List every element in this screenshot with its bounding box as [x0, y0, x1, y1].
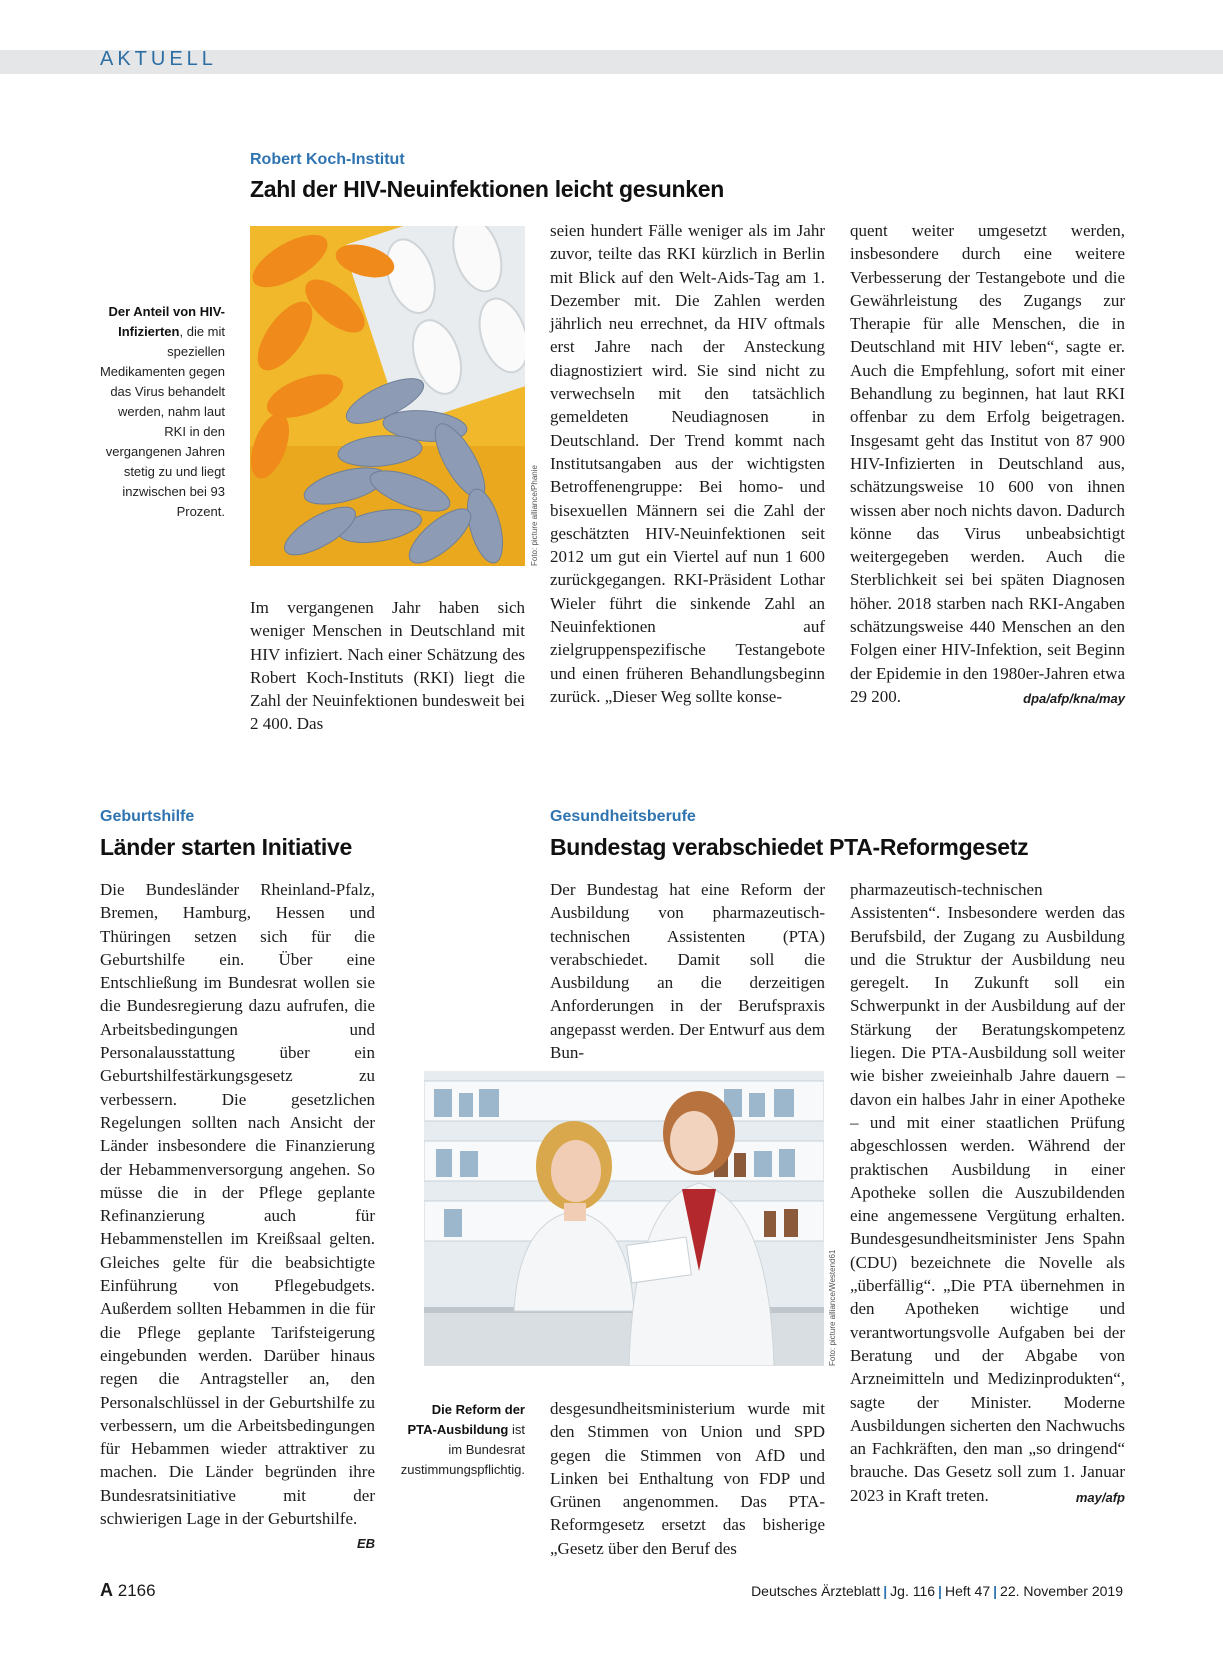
pharmacy-image: [424, 1071, 824, 1366]
article3-column-1-top: Der Bundestag hat eine Reform der Ausbildung von pharmazeutisch-technischen Assistenten (PTA) verabschiedet. Damit soll die Ausbildung an die derzeitigen Anforderungen in der Berufspraxis angepasst werden. Der Entwurf aus dem Bun-: [550, 880, 825, 1063]
article3-column-2: [850, 878, 1125, 1509]
journal-volume: Jg. 116: [890, 1583, 936, 1599]
article1-photo-credit: Foto: picture alliance/Phanie: [530, 465, 539, 566]
journal-date: 22. November 2019: [1000, 1583, 1123, 1599]
separator: |: [883, 1583, 888, 1599]
caption-bold: Die Reform der PTA-Ausbildung: [407, 1402, 525, 1437]
pills-image: [250, 226, 525, 566]
journal-name: Deutsches Ärzteblatt: [751, 1583, 881, 1599]
article3-headline: Bundestag verabschiedet PTA-Reformgesetz: [550, 834, 1029, 860]
article3-column-2-text: pharmazeutisch-technischen Assistenten“. Insbesondere werden das Berufsbild, der Zugang zu Ausbildung und die Struktur der Ausbildung neu geregelt. In Zukunft soll ein Schwerpunkt in der Ausbildung auf der Stärkung der Beratungskompetenz liegen. Die PTA-Ausbildung soll weiter wie bisher zweieinhalb Jahre dauern – davon ein halbes Jahr in einer Apotheke – und mit einer staatlichen Prüfung abgeschlossen werden. Während der praktischen Ausbildung in einer Apotheke sollen die Auszubildenden eine angemessene Vergütung erhalten. Bundesgesundheitsminister Jens Spahn (CDU) bezeichnete die Novelle als „überfällig“. „Die PTA übernehmen in den Apotheken wichtige und verantwortungsvolle Aufgaben bei der Beratung und der Abgabe von Arzneimitteln und Medizinprodukten“, sagte der Minister. Moderne Ausbildungen sicherten den Nachwuchs an Fachkräften, den man „so dringend“ brauche. Das Gesetz soll zum 1. Januar 2023 in Kraft treten.: [850, 880, 1125, 1505]
journal-issue: Heft 47: [944, 1583, 991, 1599]
caption-text: , die mit speziellen Medikamenten gegen das Virus behandelt werden, nahm laut RKI in den vergangenen Jahren stetig zu und liegt inzwischen bei 93 Prozent.: [99, 324, 225, 519]
article2-body-text: Die Bundesländer Rheinland-Pfalz, Bremen, Hamburg, Hessen und Thüringen setzen sich für die Geburtshilfe ein. Über eine Entschließung im Bundesrat wollen sie die Bundesregierung dazu aufrufen, die Arbeitsbedingungen und Personalausstattung über ein Geburtshilfestärkungsgesetz zu verbessern. Die gesetzlichen Regelungen sollten nach Ansicht der Länder insbesondere die Finanzierung der Hebammenversorgung angehen. So müsse die in der Pflege geplante Refinanzierung auch für Hebammenstellen im Kreißsaal gelten. Gleiches gelte für die beabsichtigte Einführung von Pflegebudgets. Außerdem sollten Hebammen in die für die Pflege geplante Tarifsteigerung eingebunden werden. Darüber hinaus regen die Antragsteller an, den Personalschlüssel in der Geburtshilfe zu verbessern, um die Arbeitsbedingungen für Hebammen wieder attraktiver zu machen. Die Länder begründen ihre Bundesratsinitiative mit der schwierigen Lage in der Geburtshilfe.: [100, 880, 375, 1529]
caption-text: ist im Bundesrat zustimmungspflichtig.: [400, 1422, 525, 1477]
pills-photo: [250, 226, 525, 566]
article3-column-1-bottom: desgesundheitsministerium wurde mit den Stimmen von Union und SPD gegen die Stimmen von AfD und Linken bei Enthaltung von FDP und Grünen angenommen. Das PTA-Reformgesetz ersetzt das bisherige „Gesetz über den Beruf des: [550, 1399, 825, 1558]
separator: |: [993, 1583, 998, 1599]
article1-column-3: [850, 219, 1125, 710]
article3-kicker: Gesundheitsberufe: [550, 808, 696, 825]
article1-headline: Zahl der HIV-Neuinfektionen leicht gesunken: [250, 176, 725, 202]
section-label: AKTUELL: [100, 48, 217, 70]
journal-info: [751, 1583, 1123, 1599]
article1-caption: [96, 302, 225, 522]
pharmacy-photo: [424, 1071, 824, 1366]
article3-photo-credit: Foto: picture alliance/Westend61: [828, 1249, 837, 1366]
page-number: [100, 1580, 156, 1601]
article1-column-1: Im vergangenen Jahr haben sich weniger Menschen in Deutschland mit HIV infiziert. Nach einer Schätzung des Robert Koch-Instituts (RKI) liegt die Zahl der Neuinfektionen bundesweit bei 2 400. Das: [250, 598, 525, 734]
article2-headline: Länder starten Initiative: [100, 834, 352, 860]
article3-byline: may/afp: [1075, 1489, 1125, 1505]
article1-byline: dpa/afp/kna/may: [1023, 690, 1125, 706]
caption-bold: Der Anteil von HIV-Infizierten: [108, 304, 225, 339]
page-prefix: A: [100, 1580, 113, 1600]
article1-kicker: Robert Koch-Institut: [250, 151, 405, 168]
article2-byline: EB: [356, 1536, 375, 1552]
page-number-value: 2166: [117, 1581, 156, 1600]
article1-column-2: seien hundert Fälle weniger als im Jahr zuvor, teilte das RKI kürzlich in Berlin mit Blick auf den Welt-Aids-Tag am 1. Dezember mit. Die Zahlen werden jährlich neu errechnet, da HIV oftmals erst Jahre nach der Ansteckung diagnostiziert wird. Sie sind nicht zu verwechseln mit den tatsächlich gemeldeten Neudiagnosen in Deutschland. Der Trend kommt nach Institutsangaben aus der wichtigsten Betroffenengruppe: Bei homo- und bisexuellen Männern sei die Zahl der geschätzten HIV-Neuinfektionen seit 2012 um gut ein Viertel auf nun 1 600 zurückgegangen. RKI-Präsident Lothar Wieler führt die sinkende Zahl an Neuinfektionen auf zielgruppenspezifische Testangebote und einen früheren Behandlungsbeginn zurück. „Dieser Weg sollte konse-: [550, 221, 825, 706]
article2-kicker: Geburtshilfe: [100, 808, 195, 825]
article2-body: [100, 878, 375, 1556]
article1-column-3-text: quent weiter umgesetzt werden, insbesondere durch eine weitere Verbesserung der Testangebote und die Gewährleistung des Zugangs zur Therapie für alle Menschen, die in Deutschland mit HIV leben“, sagte er. Auch die Empfehlung, sofort mit einer Behandlung zu beginnen, hat laut RKI offenbar zu dem Erfolg beigetragen. Insgesamt geht das Institut von 87 900 HIV-Infizierten in Deutschland aus, schätzungsweise 10 600 von ihnen wissen aber noch nichts davon. Dadurch könne das Virus unbeabsichtigt weitergegeben werden. Auch die Sterblichkeit sei bei späten Diagnosen höher. 2018 starben nach RKI-Angaben schätzungsweise 440 Menschen an den Folgen einer HIV-Infektion, seit Beginn der Epidemie in den 1980er-Jahren etwa 29 200.: [850, 221, 1125, 706]
separator: |: [938, 1583, 942, 1599]
article3-caption: [400, 1400, 525, 1480]
